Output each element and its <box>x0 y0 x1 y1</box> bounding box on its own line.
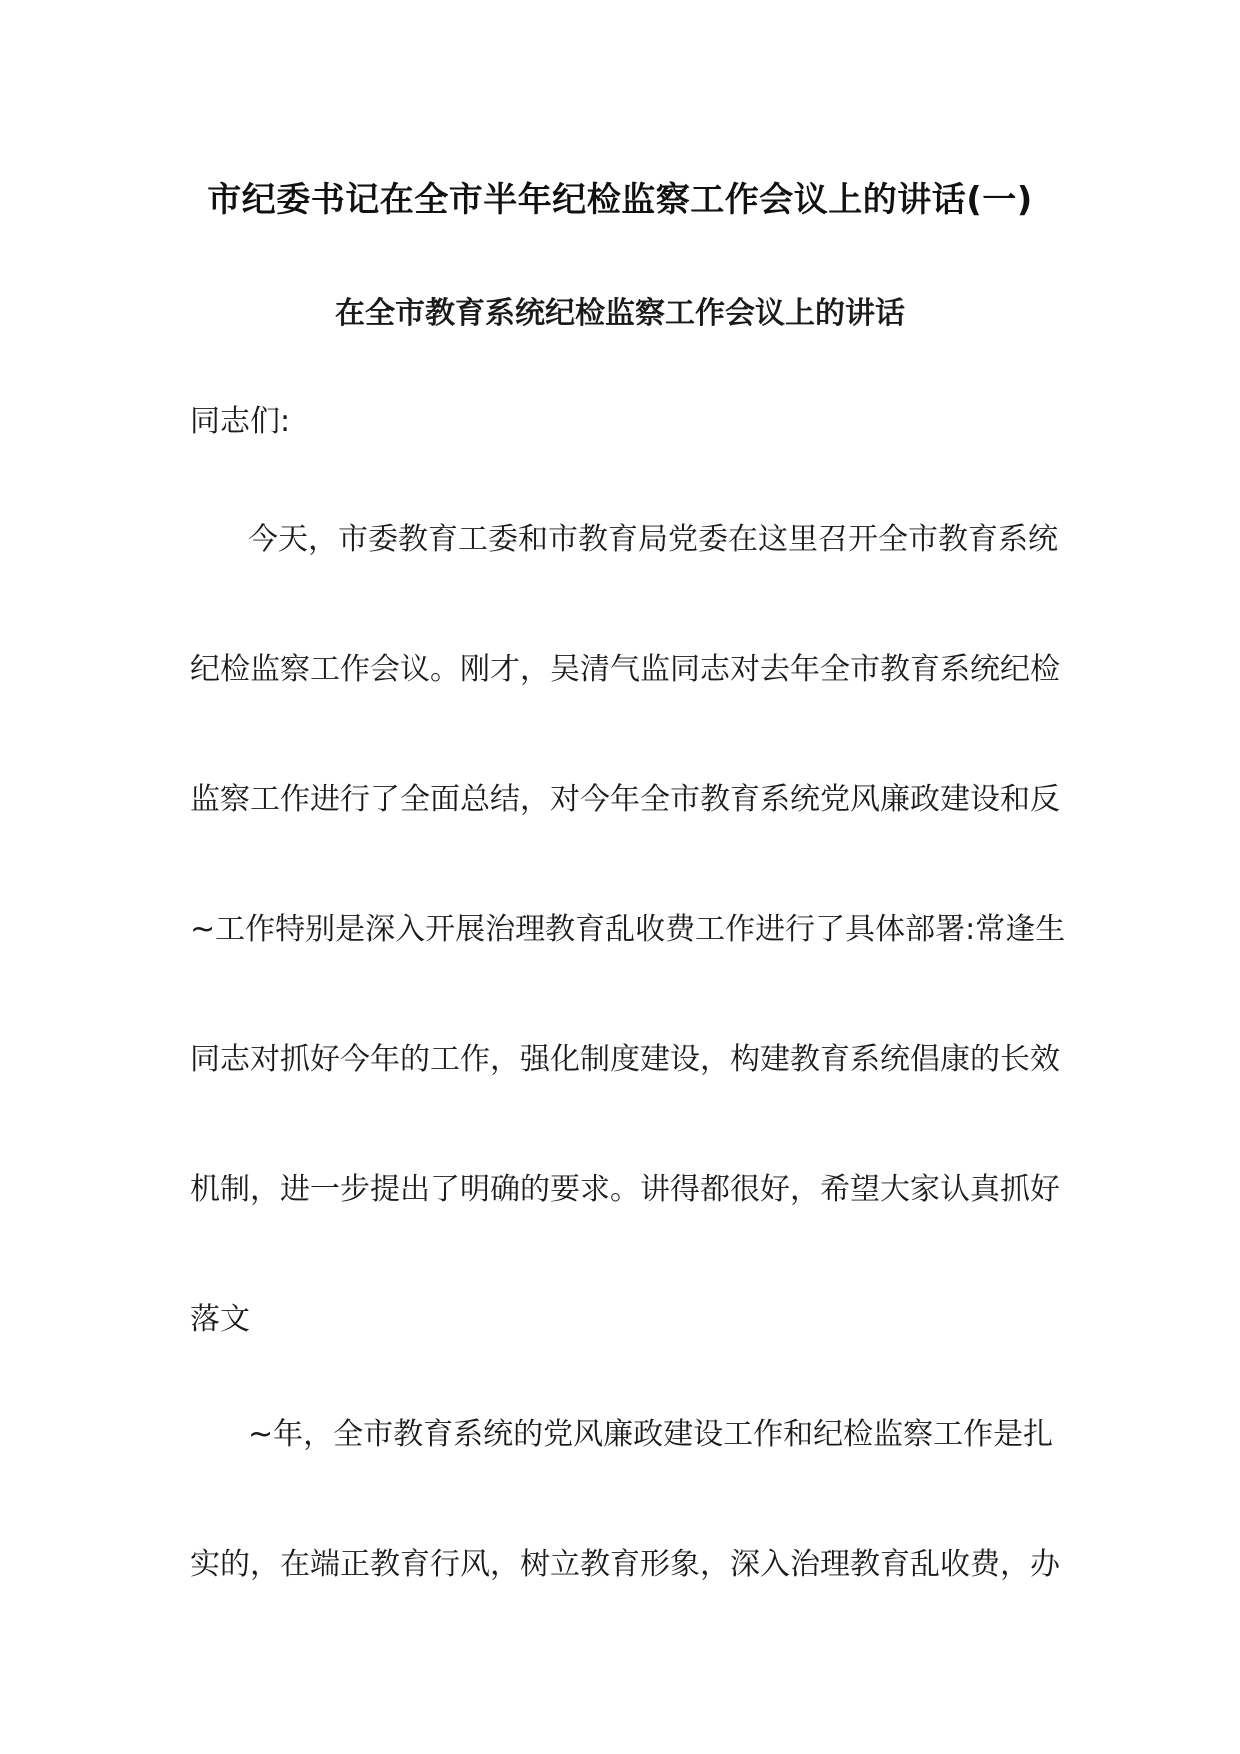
salutation: 同志们: <box>190 404 291 439</box>
paragraph-line: 监察工作进行了全面总结，对今年全市教育系统党风廉政建设和反 <box>190 782 1060 817</box>
paragraph-line: 机制，进一步提出了明确的要求。讲得都很好，希望大家认真抓好 <box>190 1172 1060 1207</box>
paragraph-line: 落文 <box>190 1302 250 1337</box>
paragraph-line: 纪检监察工作会议。刚才，吴清气监同志对去年全市教育系统纪检 <box>190 652 1060 687</box>
paragraph-line: 今天，市委教育工委和市教育局党委在这里召开全市教育系统 <box>248 522 1058 557</box>
paragraph-line: 实的，在端正教育行风，树立教育形象，深入治理教育乱收费，办 <box>190 1547 1060 1582</box>
paragraph-line: ~年，全市教育系统的党风廉政建设工作和纪检监察工作是扎 <box>248 1417 1054 1452</box>
paragraph-line: 同志对抓好今年的工作，强化制度建设，构建教育系统倡康的长效 <box>190 1042 1060 1077</box>
paragraph-line: ~工作特别是深入开展治理教育乱收费工作进行了具体部署:常逢生 <box>190 912 1066 947</box>
document-subtitle: 在全市教育系统纪检监察工作会议上的讲话 <box>335 296 905 331</box>
document-title: 市纪委书记在全市半年纪检监察工作会议上的讲话(一) <box>207 180 1033 220</box>
